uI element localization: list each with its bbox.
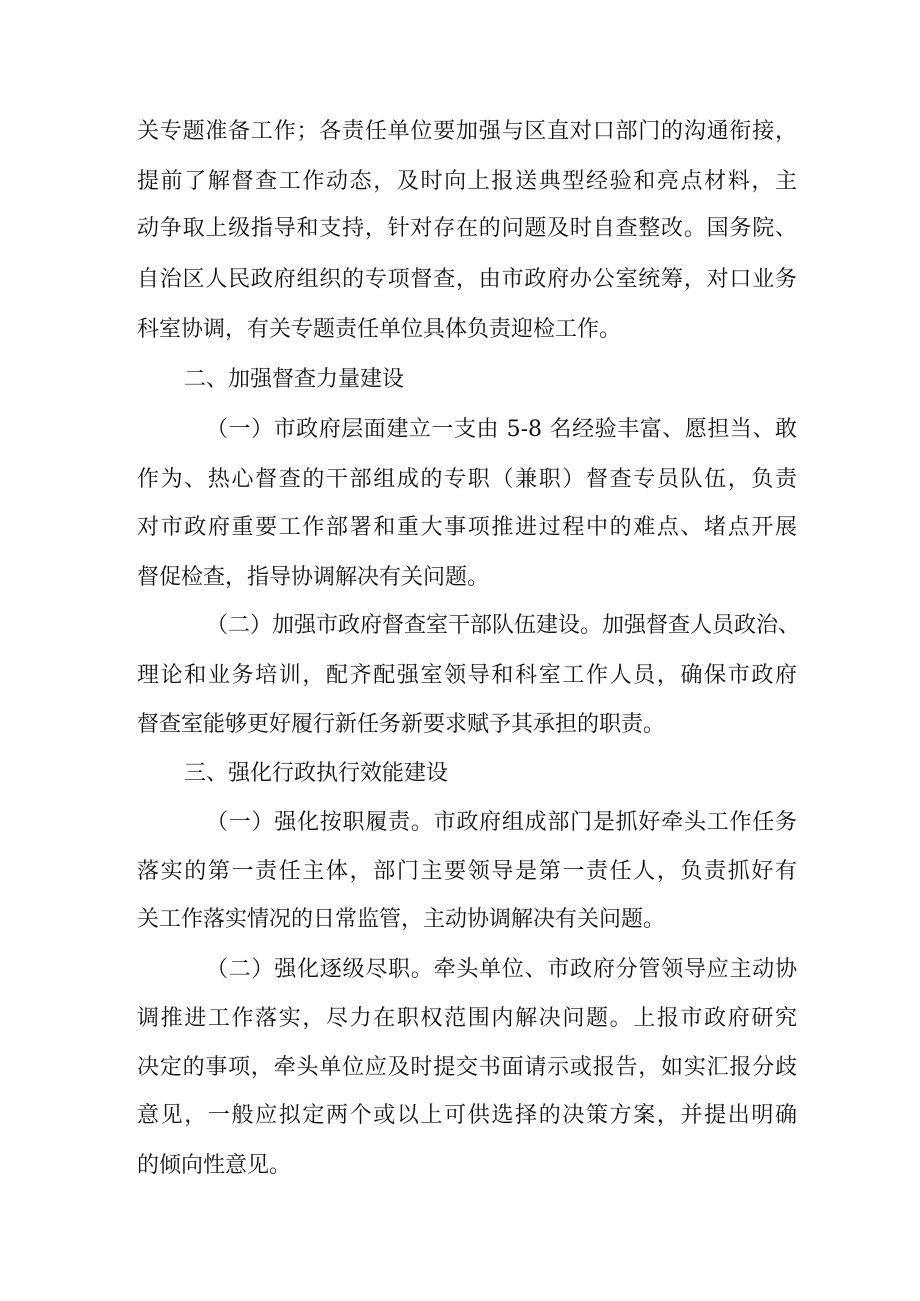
section-heading: 三、强化行政执行效能建设 bbox=[184, 761, 449, 786]
paragraph-line: 理论和业务培训，配齐配强室领导和科室工作人员，确保市政府 bbox=[137, 663, 797, 688]
paragraph-line: 关工作落实情况的日常监管，主动协调解决有关问题。 bbox=[137, 907, 666, 932]
paragraph-line: 自治区人民政府组织的专项督查，由市政府办公室统筹，对口业务 bbox=[137, 267, 797, 292]
paragraph-line: 关专题准备工作；各责任单位要加强与区直对口部门的沟通衔接， bbox=[137, 119, 797, 144]
paragraph-line: （二）强化逐级尽职。牵头单位、市政府分管领导应主动协 bbox=[206, 957, 797, 982]
paragraph-line: 对市政府重要工作部署和重大事项推进过程中的难点、堵点开展 bbox=[137, 515, 797, 540]
paragraph-line: 调推进工作落实，尽力在职权范围内解决问题。上报市政府研究 bbox=[137, 1006, 797, 1031]
section-heading: 二、加强督查力量建设 bbox=[184, 367, 405, 392]
paragraph-line: 的倾向性意见。 bbox=[137, 1153, 292, 1178]
paragraph-line: 落实的第一责任主体，部门主要领导是第一责任人，负责抓好有 bbox=[137, 859, 797, 884]
paragraph-line: 督查室能够更好履行新任务新要求赋予其承担的职责。 bbox=[137, 712, 666, 737]
paragraph-line: 决定的事项，牵头单位应及时提交书面请示或报告，如实汇报分歧 bbox=[137, 1055, 797, 1080]
paragraph-line: 督促检查，指导协调解决有关问题。 bbox=[137, 565, 490, 590]
paragraph-line: （一）强化按职履责。市政府组成部门是抓好牵头工作任务 bbox=[206, 810, 797, 835]
paragraph-line: 科室协调，有关专题责任单位具体负责迎检工作。 bbox=[137, 317, 622, 342]
paragraph-line: （二）加强市政府督查室干部队伍建设。加强督查人员政治、 bbox=[206, 613, 801, 638]
paragraph-line: 动争取上级指导和支持，针对存在的问题及时自查整改。国务院、 bbox=[137, 216, 797, 241]
paragraph-line: 意见，一般应拟定两个或以上可供选择的决策方案，并提出明确 bbox=[137, 1103, 797, 1128]
paragraph-line: 提前了解督查工作动态，及时向上报送典型经验和亮点材料，主 bbox=[137, 169, 797, 194]
paragraph-line: 作为、热心督查的干部组成的专职（兼职）督查专员队伍，负责 bbox=[137, 467, 797, 492]
paragraph-line: （一）市政府层面建立一支由 5-8 名经验丰富、愿担当、敢 bbox=[206, 417, 797, 442]
